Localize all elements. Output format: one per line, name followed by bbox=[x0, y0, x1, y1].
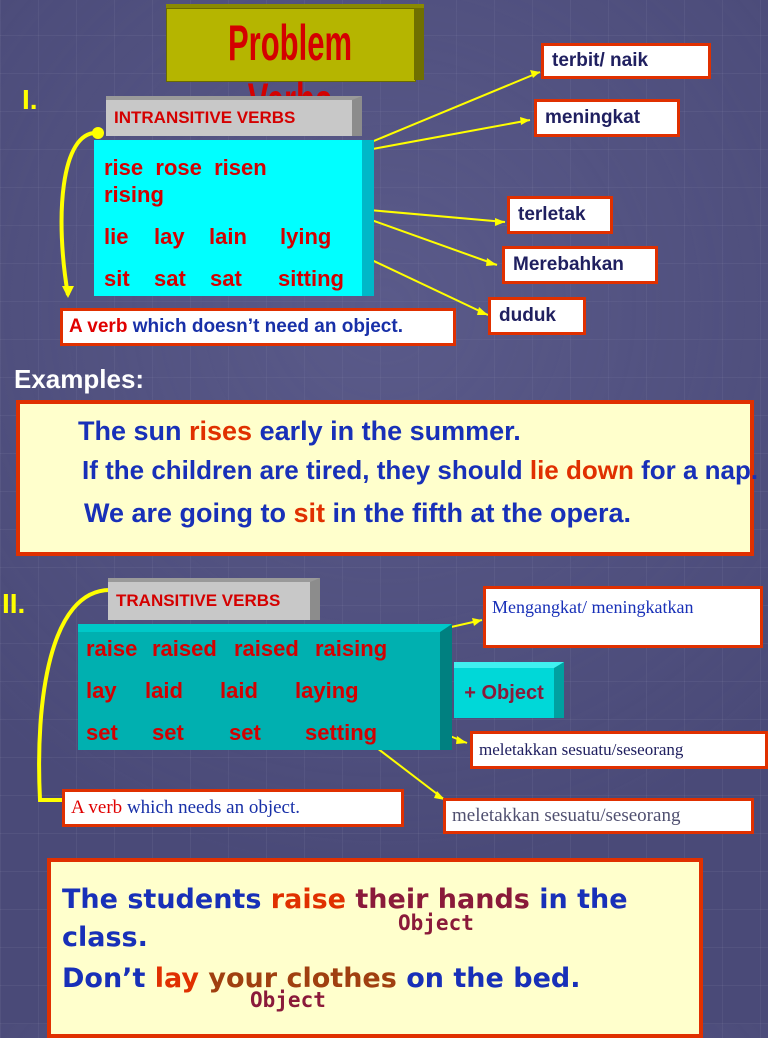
definition-2-prefix: A verb bbox=[71, 797, 123, 818]
transitive-raised: raised bbox=[152, 636, 217, 661]
title-bevel-side bbox=[414, 8, 424, 80]
transitive-definition bbox=[62, 789, 404, 827]
intransitive-row-3-sat2: sat bbox=[210, 266, 242, 291]
example-2-1: The students raise their hands in the bbox=[62, 884, 628, 915]
transitive-laid: laid bbox=[145, 678, 183, 703]
definition-rest: which doesn’t need an object. bbox=[132, 316, 403, 337]
callout-mengangkat: Mengangkat/ meningkatkan bbox=[483, 586, 763, 648]
intransitive-row-1: rise rose risen rising bbox=[104, 155, 267, 207]
transitive-laid-2: laid bbox=[220, 678, 258, 703]
example-2: If the children are tired, they should lie down for a nap. bbox=[82, 455, 759, 485]
bracket-line-1 bbox=[62, 133, 98, 295]
callout-merebahkan: Merebahkan bbox=[502, 246, 658, 284]
page-title: Problem bbox=[227, 15, 353, 71]
callout-duduk: duduk bbox=[488, 297, 586, 335]
transitive-laying: laying bbox=[295, 678, 359, 703]
example-3: We are going to sit in the fifth at the opera. bbox=[84, 498, 632, 528]
section-2-numeral: II. bbox=[2, 588, 26, 619]
callout-meletakkan-1: meletakkan sesuatu/seseorang bbox=[470, 731, 768, 769]
transitive-set: set bbox=[86, 720, 118, 745]
intransitive-row-2-lay: lay bbox=[154, 224, 185, 249]
intransitive-row-2-lying: lying bbox=[280, 224, 332, 249]
intransitive-row-3-sit: sit bbox=[104, 266, 130, 291]
callout-meletakkan-2: meletakkan sesuatu/seseorang bbox=[443, 798, 754, 834]
intransitive-label: INTRANSITIVE VERBS bbox=[106, 96, 362, 136]
example-1: The sun rises early in the summer. bbox=[78, 416, 521, 446]
object-tag-2: Object bbox=[250, 988, 326, 1012]
object-tag-1: Object bbox=[398, 911, 474, 935]
intransitive-row-2-lain: lain bbox=[209, 224, 247, 249]
transitive-raise: raise bbox=[86, 636, 138, 661]
intransitive-row-3-sat: sat bbox=[154, 266, 186, 291]
callout-terletak: terletak bbox=[507, 196, 613, 234]
section-1-numeral: I. bbox=[22, 84, 38, 115]
intransitive-definition bbox=[60, 308, 456, 346]
example-2-2: Don’t lay your clothes on the bed. bbox=[62, 963, 581, 994]
intransitive-row-2: lie bbox=[104, 224, 129, 249]
callout-terbit-naik: terbit/ naik bbox=[541, 43, 711, 79]
transitive-lay: lay bbox=[86, 678, 117, 703]
intransitive-row-3-sitting: sitting bbox=[278, 266, 344, 291]
examples-label: Examples: bbox=[14, 364, 145, 394]
transitive-set-3: set bbox=[229, 720, 261, 745]
definition-2-rest: which needs an object. bbox=[126, 797, 300, 818]
plus-object-box: + Object bbox=[454, 662, 564, 718]
transitive-setting: setting bbox=[305, 720, 378, 745]
transitive-set-2: set bbox=[152, 720, 184, 745]
transitive-label: TRANSITIVE VERBS bbox=[108, 578, 320, 620]
callout-meningkat: meningkat bbox=[534, 99, 680, 137]
transitive-raised-2: raised bbox=[234, 636, 299, 661]
transitive-raising: raising bbox=[315, 636, 388, 661]
example-2-1-cont: class. bbox=[62, 922, 148, 953]
definition-prefix: A verb bbox=[69, 316, 128, 337]
